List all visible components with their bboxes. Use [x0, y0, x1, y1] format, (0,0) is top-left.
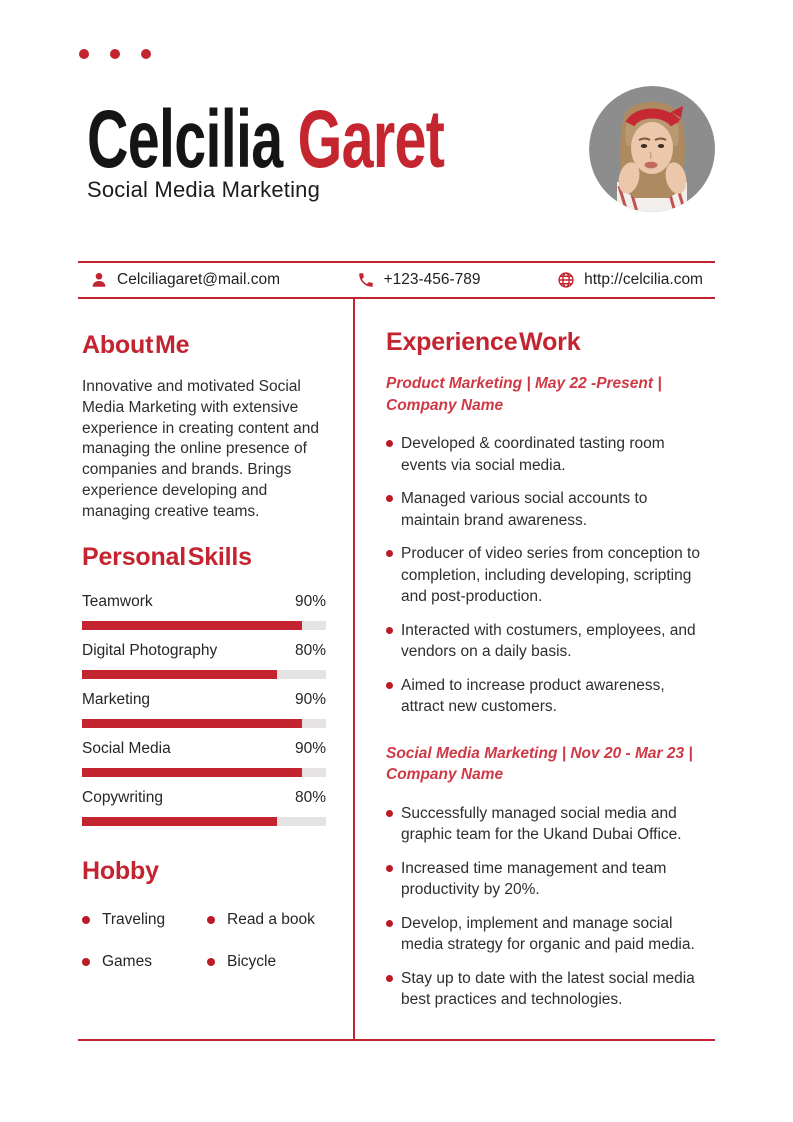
- hobby-item: [82, 911, 207, 929]
- website-text: http://celcilia.com: [584, 271, 703, 288]
- job-bullet: Successfully managed social media and graphic team for the Ukand Dubai Office.: [386, 803, 715, 846]
- job-bullet: Developed & coordinated tasting room events via social media.: [386, 433, 715, 476]
- skill-percent: 90%: [294, 739, 326, 757]
- portrait-photo-icon: [589, 86, 715, 212]
- dot-icon: [79, 49, 89, 59]
- hobby-label: Bicycle: [227, 952, 277, 970]
- job-bullet: Managed various social accounts to maintain brand awareness.: [386, 488, 715, 531]
- left-column: [78, 299, 355, 1039]
- skill-row: [82, 789, 326, 826]
- skill-row: [82, 691, 326, 728]
- dot-icon: [141, 49, 151, 59]
- skill-bar-track: [82, 719, 326, 728]
- skill-bar-track: [82, 817, 326, 826]
- contact-email: [90, 271, 280, 289]
- skill-bar-track: [82, 768, 326, 777]
- skill-label: Marketing: [82, 690, 151, 708]
- skill-bar-fill: [82, 621, 302, 630]
- job-subtitle: Social Media Marketing: [87, 177, 321, 202]
- skills-list: [82, 593, 326, 826]
- hobby-label: Read a book: [227, 910, 315, 928]
- hobby-item: [82, 953, 207, 971]
- email-text: Celciliagaret@mail.com: [117, 271, 281, 288]
- bullet-icon: [386, 865, 393, 872]
- skill-row: [82, 593, 326, 630]
- job-bullet: Increased time management and team productivity by 20%.: [386, 858, 715, 901]
- skill-bar-track: [82, 670, 326, 679]
- job-bullet: Producer of video series from conception to completion, including developing, scripting and post-production.: [386, 543, 715, 608]
- skill-percent: 90%: [294, 690, 326, 708]
- page-title: [87, 94, 445, 185]
- job-title: Social Media Marketing | Nov 20 - Mar 23 | Company Name: [386, 744, 693, 783]
- job-bullet: Aimed to increase product awareness, attract new customers.: [386, 675, 715, 718]
- skill-bar-fill: [82, 768, 302, 777]
- skill-label: Copywriting: [82, 788, 163, 806]
- skill-label: Teamwork: [82, 592, 153, 610]
- skill-percent: 90%: [294, 592, 326, 610]
- job-title: Product Marketing | May 22 -Present | Company Name: [386, 375, 662, 414]
- contact-website: [557, 271, 703, 289]
- skills-heading: Personal Skills: [82, 542, 252, 571]
- bullet-icon: [386, 810, 393, 817]
- hobby-label: Traveling: [102, 910, 166, 928]
- hobby-item: [207, 911, 335, 929]
- skill-label: Social Media: [82, 739, 171, 757]
- bullet-icon: [386, 627, 393, 634]
- phone-icon: [357, 271, 375, 289]
- skill-percent: 80%: [294, 641, 326, 659]
- decorative-dots: [79, 49, 151, 59]
- hobby-list: [82, 911, 335, 971]
- job-bullet-list: [386, 433, 715, 718]
- skill-bar-track: [82, 621, 326, 630]
- experience-heading: Experience Work: [386, 328, 581, 356]
- contact-bar: [78, 261, 715, 299]
- skill-bar-fill: [82, 670, 277, 679]
- job-bullet: Stay up to date with the latest social media best practices and technologies.: [386, 968, 715, 1011]
- bullet-icon: [386, 440, 393, 447]
- job-bullet: Develop, implement and manage social media strategy for organic and paid media.: [386, 913, 715, 956]
- about-text: Innovative and motivated Social Media Marketing with extensive experience in creating content and managing the online presence of companies and brands. Brings experience developing and managing creative teams.: [82, 378, 319, 520]
- bullet-icon: [207, 958, 215, 966]
- last-name: Garet: [297, 94, 445, 185]
- right-column: [355, 299, 715, 1039]
- hobby-label: Games: [102, 952, 152, 970]
- about-heading: About Me: [82, 331, 190, 359]
- job-bullet: Interacted with costumers, employees, and vendors on a daily basis.: [386, 620, 715, 663]
- bullet-icon: [386, 550, 393, 557]
- bullet-icon: [207, 916, 215, 924]
- skill-percent: 80%: [294, 788, 326, 806]
- first-name: Celcilia: [87, 94, 283, 185]
- bullet-icon: [82, 958, 90, 966]
- bullet-icon: [82, 916, 90, 924]
- contact-phone: [357, 271, 481, 289]
- body-columns: [78, 299, 715, 1041]
- bullet-icon: [386, 920, 393, 927]
- bullet-icon: [386, 495, 393, 502]
- hobby-heading: Hobby: [82, 856, 159, 885]
- dot-icon: [110, 49, 120, 59]
- skill-bar-fill: [82, 719, 302, 728]
- job-bullet-list: [386, 803, 715, 1011]
- skill-row: [82, 740, 326, 777]
- person-icon: [90, 271, 108, 289]
- skill-row: [82, 642, 326, 679]
- globe-icon: [557, 271, 575, 289]
- hobby-item: [207, 953, 335, 971]
- skill-label: Digital Photography: [82, 641, 218, 659]
- avatar: [589, 86, 716, 213]
- bullet-icon: [386, 682, 393, 689]
- skill-bar-fill: [82, 817, 277, 826]
- phone-text: +123-456-789: [383, 271, 481, 288]
- bullet-icon: [386, 975, 393, 982]
